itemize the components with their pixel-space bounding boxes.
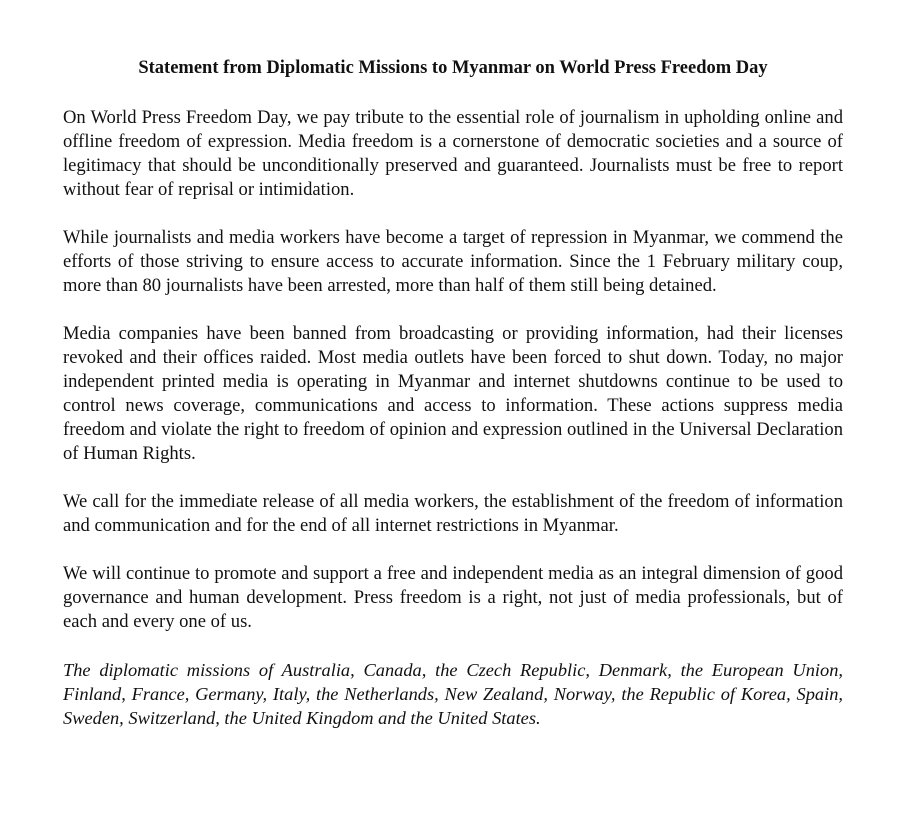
paragraph-commitment: We will continue to promote and support a free and independent media as an integral dimension of good governance and human development. Press freedom is a right, not just of media professionals, but of each and every one of us. xyxy=(63,563,843,632)
statement-title: Statement from Diplomatic Missions to Myanmar on World Press Freedom Day xyxy=(138,58,768,78)
paragraph-journalists-repression: While journalists and media workers have become a target of repression in Myanmar, we commend the efforts of those striving to ensure access to accurate information. Since the 1 February military coup, more than 80 journalists have been arrested, more than half of them still being detained. xyxy=(63,227,843,296)
paragraph-call-for-release: We call for the immediate release of all media workers, the establishment of the freedom of information and communication and for the end of all internet restrictions in Myanmar. xyxy=(63,491,843,536)
paragraph-media-bans: Media companies have been banned from broadcasting or providing information, had their licenses revoked and their offices raided. Most media outlets have been forced to shut down. Today, no major independent printed media is operating in Myanmar and internet shutdowns continue to be used to control news coverage, communications and access to information. These actions suppress media freedom and violate the right to freedom of opinion and expression outlined in the Universal Declaration of Human Rights. xyxy=(63,323,843,464)
statement-document xyxy=(63,56,843,730)
signatories-list: The diplomatic missions of Australia, Canada, the Czech Republic, Denmark, the European Union, Finland, France, Germany, Italy, the Netherlands, New Zealand, Norway, the Republic of Korea, Spain, Sweden, Switzerland, the United Kingdom and the United States. xyxy=(63,660,843,728)
paragraph-tribute: On World Press Freedom Day, we pay tribute to the essential role of journalism in upholding online and offline freedom of expression. Media freedom is a cornerstone of democratic societies and a source of legitimacy that should be unconditionally preserved and guaranteed. Journalists must be free to report without fear of reprisal or intimidation. xyxy=(63,107,843,200)
